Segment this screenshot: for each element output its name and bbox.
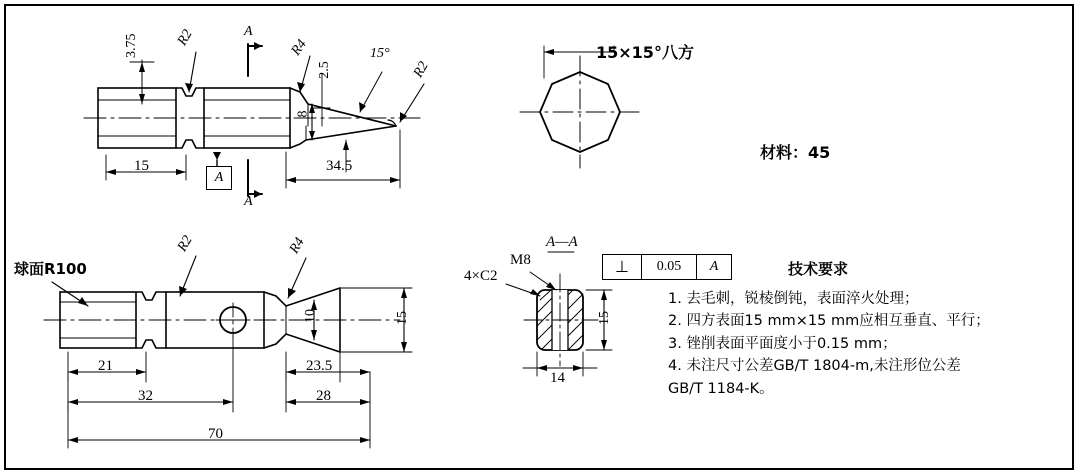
label-m8: M8 xyxy=(510,252,531,268)
dim-28: 28 xyxy=(316,388,331,404)
tech-req-item: 2. 四方表面15 mm×15 mm应相互垂直、平行； xyxy=(668,313,990,330)
tech-req-item: GB/T 1184-K。 xyxy=(668,380,774,397)
tech-req-item: 4. 未注尺寸公差GB/T 1804-m,未注形位公差 xyxy=(668,358,961,375)
drawing-canvas: 3.75 R2 R4 2.5 15° R2 8 15 34.5 A A A 15×15°八方 材料：45 球面R100 R2 R4 10 15 21 32 23.5 28 70 A—A M8 4×C2 15 14 ⊥ 0.05 A 技术要求 1. 去毛刺，锐棱倒钝，表面淬火处理； 2. 四方表面15 mm×15 mm应相互垂直、平行； 3. 锉削表面平面度小于0.15 mm； 4. 未注尺寸公差GB/T 1804-m,未注形位公差 GB/T 1184-K。 xyxy=(0,0,1080,476)
dim-34-5: 34.5 xyxy=(326,158,353,174)
perpendicularity-icon: ⊥ xyxy=(603,255,642,279)
section-label-a-bottom: A xyxy=(244,194,253,209)
datum-a-box: A xyxy=(206,166,232,190)
dim-15-deg: 15° xyxy=(370,46,390,61)
dim-23-5: 23.5 xyxy=(306,358,333,374)
dim-15-right: 15 xyxy=(395,311,410,325)
section-label-a-top: A xyxy=(244,24,253,39)
tech-req-title: 技术要求 xyxy=(788,260,849,278)
octagon-label: 15×15°八方 xyxy=(596,43,694,62)
dim-15-section: 15 xyxy=(597,311,612,325)
dim-8: 8 xyxy=(295,110,311,118)
dim-15-left: 15 xyxy=(134,158,149,174)
spherical-r100-label: 球面R100 xyxy=(14,260,87,278)
dim-r4-top: R4 xyxy=(288,37,310,59)
material-label: 材料：45 xyxy=(760,143,831,162)
tolerance-value: 0.05 xyxy=(642,255,697,279)
dim-10: 10 xyxy=(303,309,318,323)
dim-r2-bottom: R2 xyxy=(174,233,196,255)
tech-req-item: 1. 去毛刺，锐棱倒钝，表面淬火处理； xyxy=(668,291,919,307)
dim-21: 21 xyxy=(98,358,113,374)
section-title-aa: A—A xyxy=(546,234,578,250)
tolerance-frame xyxy=(602,254,732,280)
label-4xc2: 4×C2 xyxy=(464,268,498,284)
dim-r2-right: R2 xyxy=(410,59,432,81)
tolerance-datum: A xyxy=(709,259,719,274)
tech-req-list xyxy=(668,288,1060,400)
tech-req-item: 3. 锉削表面平面度小于0.15 mm； xyxy=(668,335,897,352)
dim-r2-top: R2 xyxy=(174,27,196,49)
dim-2-5: 2.5 xyxy=(316,61,332,79)
dim-r4-bottom: R4 xyxy=(286,235,308,257)
dim-14: 14 xyxy=(550,370,565,386)
dim-32: 32 xyxy=(138,388,153,404)
dim-70: 70 xyxy=(208,426,223,442)
